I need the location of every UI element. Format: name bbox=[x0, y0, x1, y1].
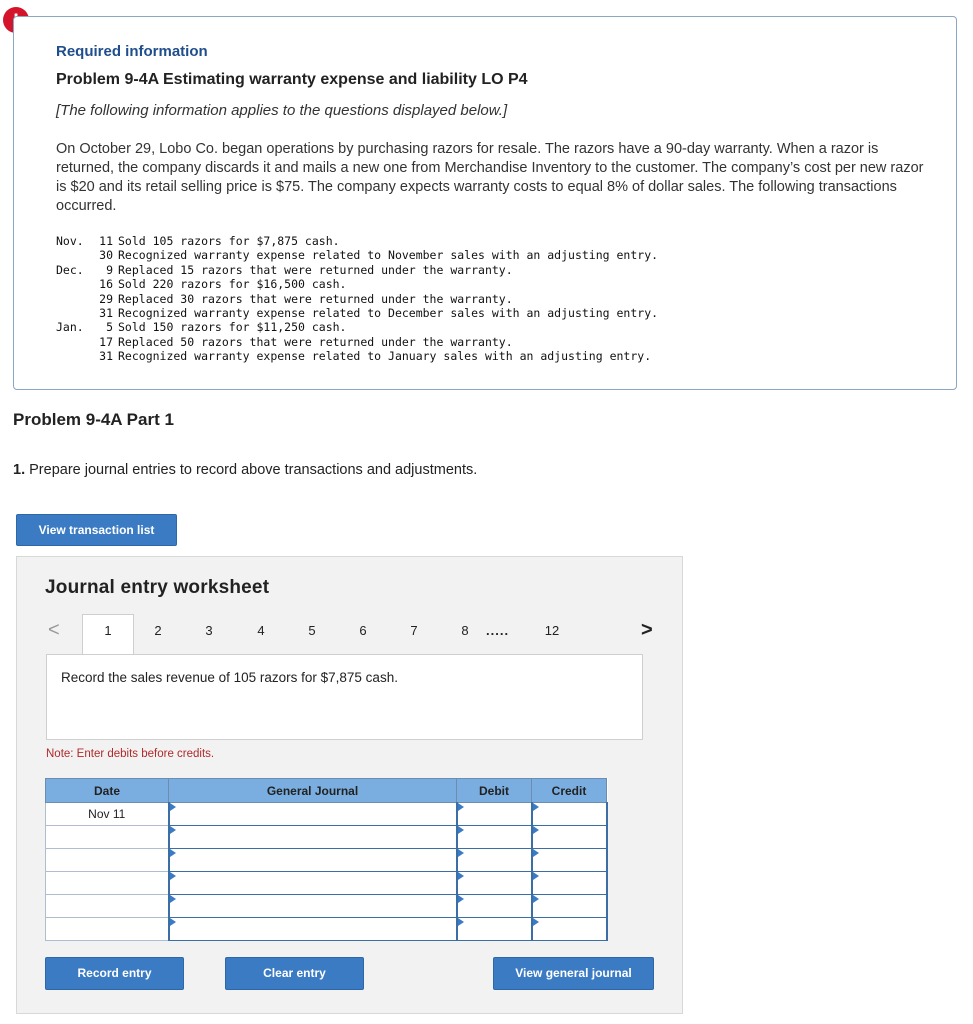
entry-tab-12[interactable]: 12 bbox=[544, 623, 560, 638]
dropdown-marker-icon bbox=[170, 872, 176, 880]
transaction-month bbox=[56, 277, 98, 291]
transaction-text: Recognized warranty expense related to January sales with an adjusting entry. bbox=[118, 349, 652, 364]
debit-input[interactable] bbox=[457, 918, 532, 941]
transaction-row bbox=[56, 248, 658, 262]
journal-row bbox=[46, 895, 607, 918]
applies-note: [The following information applies to the questions displayed below.] bbox=[56, 102, 508, 119]
transaction-day: 30 bbox=[99, 248, 113, 263]
date-cell[interactable] bbox=[46, 826, 169, 849]
date-column-header: Date bbox=[46, 779, 169, 803]
input-marker-icon bbox=[533, 918, 539, 926]
entry-tab-8[interactable]: 8 bbox=[461, 623, 469, 638]
worksheet-title: Journal entry worksheet bbox=[45, 577, 270, 598]
transaction-month bbox=[56, 306, 98, 320]
journal-row bbox=[46, 872, 607, 895]
transaction-row bbox=[56, 320, 658, 334]
debit-column-header: Debit bbox=[457, 779, 532, 803]
previous-entry-arrow-icon[interactable]: < bbox=[48, 619, 60, 641]
transaction-text: Recognized warranty expense related to November sales with an adjusting entry. bbox=[118, 248, 659, 263]
debit-input[interactable] bbox=[457, 895, 532, 918]
transaction-day: 31 bbox=[99, 349, 113, 364]
dropdown-marker-icon bbox=[170, 826, 176, 834]
journal-row bbox=[46, 826, 607, 849]
account-select[interactable] bbox=[169, 803, 457, 826]
transaction-text: Replaced 30 razors that were returned under the warranty. bbox=[118, 291, 513, 306]
clear-entry-button[interactable]: Clear entry bbox=[225, 957, 364, 990]
date-cell[interactable] bbox=[46, 918, 169, 941]
view-transaction-list-button[interactable]: View transaction list bbox=[16, 514, 177, 546]
dropdown-marker-icon bbox=[170, 849, 176, 857]
transaction-text: Sold 220 razors for $16,500 cash. bbox=[118, 277, 347, 292]
instruction-number: 1. bbox=[13, 462, 26, 478]
transaction-row bbox=[56, 349, 658, 363]
account-select[interactable] bbox=[169, 872, 457, 895]
date-cell[interactable]: Nov 11 bbox=[46, 803, 169, 826]
entry-tab-3[interactable]: 3 bbox=[205, 623, 213, 638]
date-cell[interactable] bbox=[46, 872, 169, 895]
input-marker-icon bbox=[533, 895, 539, 903]
entry-tab-7[interactable]: 7 bbox=[410, 623, 418, 638]
view-general-journal-button[interactable]: View general journal bbox=[493, 957, 654, 990]
transaction-day: 16 bbox=[99, 277, 113, 292]
transaction-month bbox=[56, 248, 98, 262]
transaction-text: Replaced 15 razors that were returned under the warranty. bbox=[118, 262, 513, 277]
debit-input[interactable] bbox=[457, 872, 532, 895]
transaction-row bbox=[56, 263, 658, 277]
transaction-row bbox=[56, 306, 658, 320]
instruction-text: Prepare journal entries to record above transactions and adjustments. bbox=[29, 462, 478, 478]
transaction-day: 29 bbox=[99, 291, 113, 306]
dropdown-marker-icon bbox=[170, 918, 176, 926]
journal-entry-table bbox=[45, 778, 608, 941]
input-marker-icon bbox=[458, 895, 464, 903]
problem-title: Problem 9-4A Estimating warranty expense and liability LO P4 bbox=[56, 71, 528, 88]
debit-input[interactable] bbox=[457, 826, 532, 849]
credit-input[interactable] bbox=[532, 826, 607, 849]
entry-prompt-box bbox=[46, 654, 643, 740]
transaction-row bbox=[56, 292, 658, 306]
transaction-text: Recognized warranty expense related to December sales with an adjusting entry. bbox=[118, 306, 659, 321]
credit-column-header: Credit bbox=[532, 779, 607, 803]
credit-input[interactable] bbox=[532, 895, 607, 918]
entry-tab-2[interactable]: 2 bbox=[154, 623, 162, 638]
input-marker-icon bbox=[533, 872, 539, 880]
journal-entry-worksheet bbox=[16, 556, 683, 1014]
transaction-row bbox=[56, 277, 658, 291]
credit-input[interactable] bbox=[532, 918, 607, 941]
journal-row bbox=[46, 918, 607, 941]
transaction-month: Jan. bbox=[56, 320, 84, 335]
credit-input[interactable] bbox=[532, 872, 607, 895]
input-marker-icon bbox=[458, 872, 464, 880]
input-marker-icon bbox=[533, 849, 539, 857]
transactions-list bbox=[56, 234, 658, 364]
transaction-text: Replaced 50 razors that were returned under the warranty. bbox=[118, 334, 513, 349]
transaction-day: 31 bbox=[99, 306, 113, 321]
input-marker-icon bbox=[458, 849, 464, 857]
account-select[interactable] bbox=[169, 826, 457, 849]
transaction-month: Nov. bbox=[56, 234, 84, 248]
problem-description: On October 29, Lobo Co. began operations by purchasing razors for resale. The razors have a 90-day warranty. When a razor is returned, the company discards it and mails a new one from Merchandise Inventory to the customer. The company’s cost per new razor is $20 and its retail selling price is $75. The company expects warranty costs to equal 8% of dollar sales. The following transactions occurred. bbox=[56, 141, 924, 214]
account-select[interactable] bbox=[169, 918, 457, 941]
transaction-text: Sold 150 razors for $11,250 cash. bbox=[118, 320, 347, 335]
dropdown-marker-icon bbox=[170, 803, 176, 811]
entry-prompt: Record the sales revenue of 105 razors for $7,875 cash. bbox=[61, 670, 398, 685]
account-select[interactable] bbox=[169, 895, 457, 918]
transaction-day: 11 bbox=[99, 234, 113, 248]
entry-tab-5[interactable]: 5 bbox=[308, 623, 316, 638]
entry-pager bbox=[17, 613, 684, 653]
transaction-day: 9 bbox=[106, 262, 113, 277]
entry-tab-6[interactable]: 6 bbox=[359, 623, 367, 638]
debit-input[interactable] bbox=[457, 803, 532, 826]
general-journal-column-header: General Journal bbox=[169, 779, 457, 803]
required-information-label: Required information bbox=[56, 43, 208, 60]
input-marker-icon bbox=[458, 803, 464, 811]
transaction-month: Dec. bbox=[56, 262, 84, 277]
input-marker-icon bbox=[533, 826, 539, 834]
transaction-month bbox=[56, 335, 98, 349]
entry-tab-4[interactable]: 4 bbox=[257, 623, 265, 638]
credit-input[interactable] bbox=[532, 803, 607, 826]
dropdown-marker-icon bbox=[170, 895, 176, 903]
input-marker-icon bbox=[533, 803, 539, 811]
transaction-row bbox=[56, 335, 658, 349]
input-marker-icon bbox=[458, 918, 464, 926]
date-cell[interactable] bbox=[46, 895, 169, 918]
entry-tab-1[interactable]: 1 bbox=[82, 614, 134, 656]
transaction-day: 17 bbox=[99, 334, 113, 349]
instruction bbox=[13, 462, 477, 478]
next-entry-arrow-icon[interactable]: > bbox=[641, 619, 653, 641]
debits-note: Note: Enter debits before credits. bbox=[46, 748, 215, 760]
account-select[interactable] bbox=[169, 849, 457, 872]
part-title: Problem 9-4A Part 1 bbox=[13, 410, 174, 429]
date-cell[interactable] bbox=[46, 849, 169, 872]
transaction-month bbox=[56, 292, 98, 306]
debit-input[interactable] bbox=[457, 849, 532, 872]
credit-input[interactable] bbox=[532, 849, 607, 872]
transaction-day: 5 bbox=[106, 320, 113, 335]
transaction-month bbox=[56, 349, 98, 363]
transaction-row bbox=[56, 234, 658, 248]
journal-row bbox=[46, 803, 607, 826]
transaction-text: Sold 105 razors for $7,875 cash. bbox=[118, 234, 340, 248]
journal-row bbox=[46, 849, 607, 872]
record-entry-button[interactable]: Record entry bbox=[45, 957, 184, 990]
pager-ellipsis: ..... bbox=[486, 623, 510, 638]
input-marker-icon bbox=[458, 826, 464, 834]
